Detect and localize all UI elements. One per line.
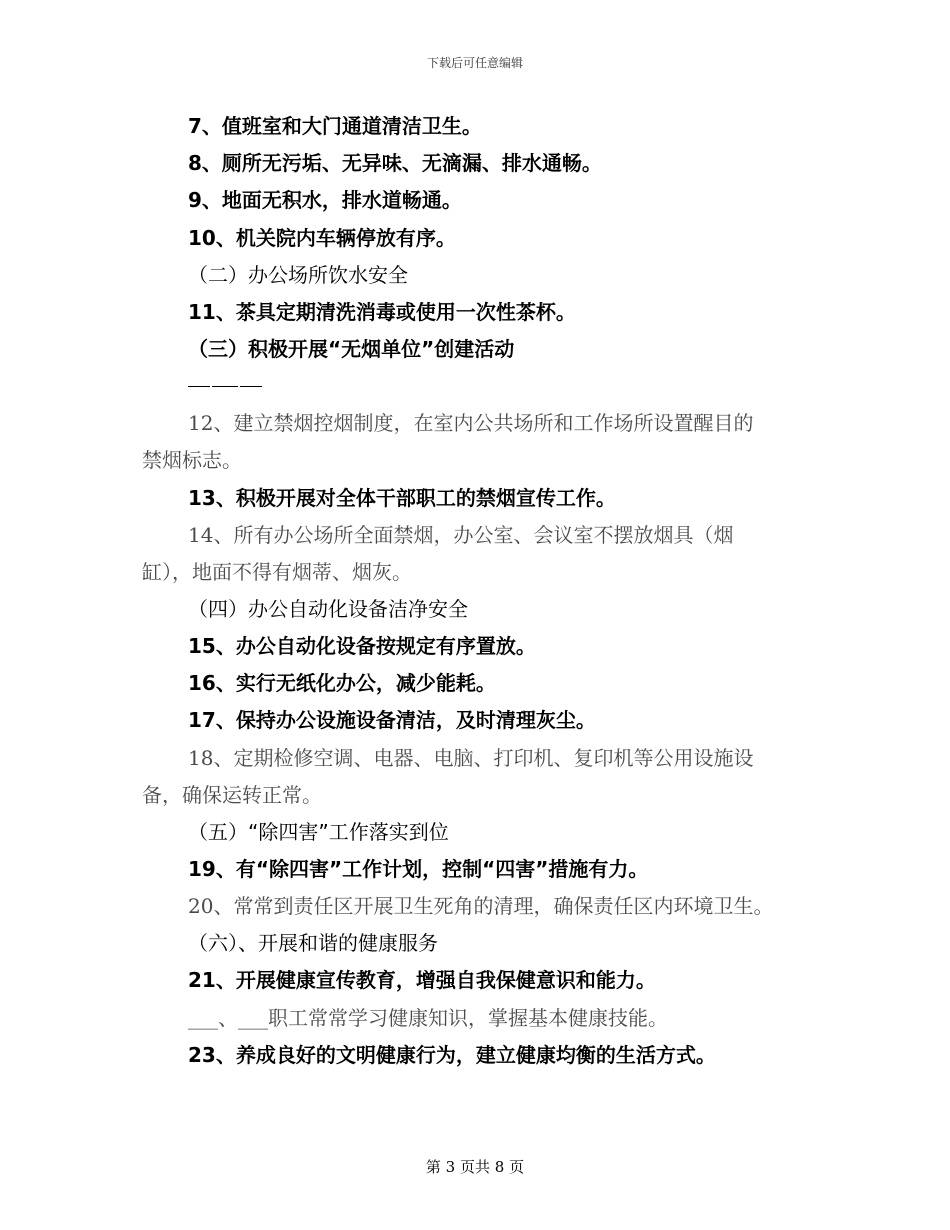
- list-item-12-cont: 禁烟标志。: [142, 448, 242, 472]
- section-heading-2: （二）办公场所饮水安全: [188, 263, 408, 287]
- list-item-10: 10、机关院内车辆停放有序。: [188, 226, 456, 250]
- blank-dash-line: [188, 382, 264, 390]
- list-item-13: 13、积极开展对全体干部职工的禁烟宣传工作。: [188, 486, 616, 510]
- list-item-18: 18、定期检修空调、电器、电脑、打印机、复印机等公用设施设: [188, 746, 754, 770]
- section-heading-3: （三）积极开展“无烟单位”创建活动: [188, 337, 515, 361]
- list-item-16: 16、实行无纸化办公，减少能耗。: [188, 671, 496, 695]
- list-item-9: 9、地面无积水，排水道畅通。: [188, 188, 462, 212]
- list-item-20: 20、常常到责任区开展卫生死角的清理，确保责任区内环境卫生。: [188, 894, 774, 918]
- list-item-17: 17、保持办公设施设备清洁，及时清理灰尘。: [188, 708, 596, 732]
- list-item-23: 23、养成良好的文明健康行为，建立健康均衡的生活方式。: [188, 1043, 716, 1067]
- section-heading-4: （四）办公自动化设备洁净安全: [188, 597, 468, 621]
- section-heading-5: （五）“除四害”工作落实到位: [188, 820, 449, 844]
- list-item-15: 15、办公自动化设备按规定有序置放。: [188, 634, 536, 658]
- list-item-14-cont: 缸），地面不得有烟蒂、烟灰。: [142, 560, 412, 584]
- list-item-7: 7、值班室和大门通道清洁卫生。: [188, 114, 482, 138]
- list-item-21: 21、开展健康宣传教育，增强自我保健意识和能力。: [188, 968, 656, 992]
- list-item-18-cont: 备，确保运转正常。: [142, 783, 322, 807]
- list-item-8: 8、厕所无污垢、无异味、无滴漏、排水通畅。: [188, 151, 602, 175]
- section-heading-6: （六）、开展和谐的健康服务: [188, 931, 438, 955]
- list-item-11: 11、茶具定期清洗消毒或使用一次性茶杯。: [188, 300, 576, 324]
- page-header: 下载后可任意编辑: [426, 56, 523, 70]
- page-footer: 第 3 页共 8 页: [425, 1158, 525, 1176]
- list-item-14: 14、所有办公场所全面禁烟，办公室、会议室不摆放烟具（烟: [188, 523, 734, 547]
- list-item-19: 19、有“除四害”工作计划，控制“四害”措施有力。: [188, 857, 649, 881]
- list-item-12: 12、建立禁烟控烟制度，在室内公共场所和工作场所设置醒目的: [188, 411, 754, 435]
- list-item-22: ___、___职工常常学习健康知识，掌握基本健康技能。: [188, 1006, 668, 1030]
